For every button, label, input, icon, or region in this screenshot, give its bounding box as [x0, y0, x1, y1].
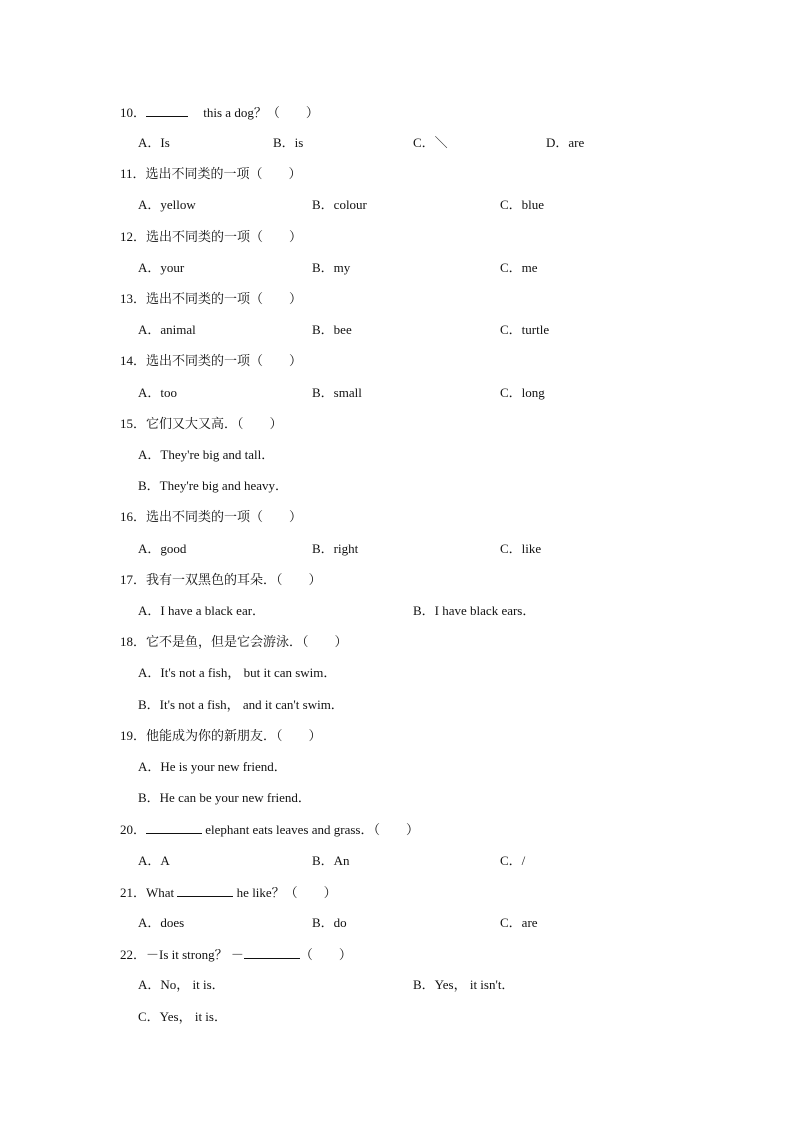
- option-b[interactable]: B．Yes， it isn't．: [413, 977, 515, 992]
- question-number: 20．: [120, 822, 147, 837]
- question-text: 选出不同类的一项（ ）: [145, 166, 302, 181]
- options-12: [0, 258, 794, 278]
- question-18: [120, 632, 348, 652]
- option-c[interactable]: C．/: [500, 853, 526, 868]
- options-20: [0, 851, 794, 871]
- question-number: 19．: [120, 728, 147, 743]
- question-20: [120, 819, 419, 839]
- option-a[interactable]: A．Is: [138, 135, 170, 150]
- question-10: [120, 102, 319, 122]
- option-c[interactable]: C．turtle: [500, 322, 550, 337]
- option-c[interactable]: C．me: [500, 260, 538, 275]
- question-text: 它们又大又高．（ ）: [146, 416, 283, 431]
- question-number: 17．: [120, 572, 147, 587]
- option-a[interactable]: A．A: [138, 853, 170, 868]
- option-b[interactable]: B．bee: [312, 322, 352, 337]
- question-text: 选出不同类的一项（ ）: [146, 291, 303, 306]
- option-c[interactable]: C．blue: [500, 197, 545, 212]
- question-14: [120, 351, 302, 371]
- option-b[interactable]: B．do: [312, 915, 347, 930]
- question-prefix: What: [146, 885, 178, 900]
- question-11: [120, 164, 302, 184]
- question-text: elephant eats leaves and grass．（ ）: [202, 822, 419, 837]
- question-21: [120, 882, 337, 902]
- option-c[interactable]: C．are: [500, 915, 538, 930]
- option-c[interactable]: C．like: [500, 541, 542, 556]
- option-a[interactable]: A．good: [138, 541, 187, 556]
- question-number: 21．: [120, 885, 147, 900]
- option-a[interactable]: A．They're big and tall．: [138, 447, 275, 462]
- question-number: 22．: [120, 947, 147, 962]
- question-text: （ ）: [299, 947, 352, 962]
- question-22: [120, 944, 352, 964]
- options-11: [0, 195, 794, 215]
- question-19: [120, 726, 322, 746]
- question-number: 10．: [120, 105, 147, 120]
- question-text: 他能成为你的新朋友．（ ）: [146, 728, 322, 743]
- option-b[interactable]: B．I have black ears．: [413, 603, 536, 618]
- option-b[interactable]: B．is: [273, 135, 304, 150]
- option-c[interactable]: C．＼: [413, 135, 448, 150]
- option-c[interactable]: C．long: [500, 385, 545, 400]
- question-number: 15．: [120, 416, 147, 431]
- question-number: 14．: [120, 353, 147, 368]
- question-number: 18．: [120, 634, 147, 649]
- question-number: 11．: [120, 166, 146, 181]
- option-b[interactable]: B．right: [312, 541, 359, 556]
- option-a[interactable]: A．He is your new friend．: [138, 759, 287, 774]
- answer-blank: [146, 819, 202, 834]
- options-14: [0, 383, 794, 403]
- options-16: [0, 539, 794, 559]
- options-22: [0, 975, 794, 995]
- question-text: 我有一双黑色的耳朵．（ ）: [146, 572, 322, 587]
- question-12: [120, 227, 302, 247]
- question-13: [120, 289, 302, 309]
- option-b[interactable]: B．They're big and heavy．: [138, 478, 288, 493]
- option-a[interactable]: A．does: [138, 915, 185, 930]
- option-c[interactable]: C．Yes， it is．: [138, 1009, 227, 1024]
- question-number: 13．: [120, 291, 147, 306]
- options-21: [0, 913, 794, 933]
- answer-blank: [146, 102, 188, 117]
- option-b[interactable]: B．An: [312, 853, 350, 868]
- question-16: [120, 507, 302, 527]
- question-text: this a dog？（ ）: [200, 105, 319, 120]
- option-b[interactable]: B．my: [312, 260, 351, 275]
- answer-blank: [244, 944, 300, 959]
- options-10: [0, 133, 794, 153]
- option-a[interactable]: A．I have a black ear．: [138, 603, 266, 618]
- question-number: 12．: [120, 229, 147, 244]
- option-b[interactable]: B．He can be your new friend．: [138, 790, 311, 805]
- option-a[interactable]: A．too: [138, 385, 178, 400]
- option-b[interactable]: B．colour: [312, 197, 367, 212]
- option-d[interactable]: D．are: [546, 135, 585, 150]
- question-text: he like？（ ）: [233, 885, 337, 900]
- question-15: [120, 414, 283, 434]
- option-a[interactable]: A．your: [138, 260, 185, 275]
- question-number: 16．: [120, 509, 147, 524]
- question-text: 它不是鱼，但是它会游泳．（ ）: [146, 634, 348, 649]
- option-b[interactable]: B．It's not a fish， and it can't swim．: [138, 697, 344, 712]
- options-13: [0, 320, 794, 340]
- question-text: 选出不同类的一项（ ）: [146, 353, 303, 368]
- option-a[interactable]: A．No， it is．: [138, 977, 225, 992]
- option-a[interactable]: A．yellow: [138, 197, 196, 212]
- question-text: 选出不同类的一项（ ）: [146, 509, 303, 524]
- question-text: 选出不同类的一项（ ）: [146, 229, 303, 244]
- option-a[interactable]: A．It's not a fish， but it can swim．: [138, 665, 337, 680]
- answer-blank: [177, 882, 233, 897]
- options-17: [0, 601, 794, 621]
- option-b[interactable]: B．small: [312, 385, 362, 400]
- question-17: [120, 570, 322, 590]
- option-a[interactable]: A．animal: [138, 322, 196, 337]
- question-prefix: －Is it strong？ －: [146, 947, 244, 962]
